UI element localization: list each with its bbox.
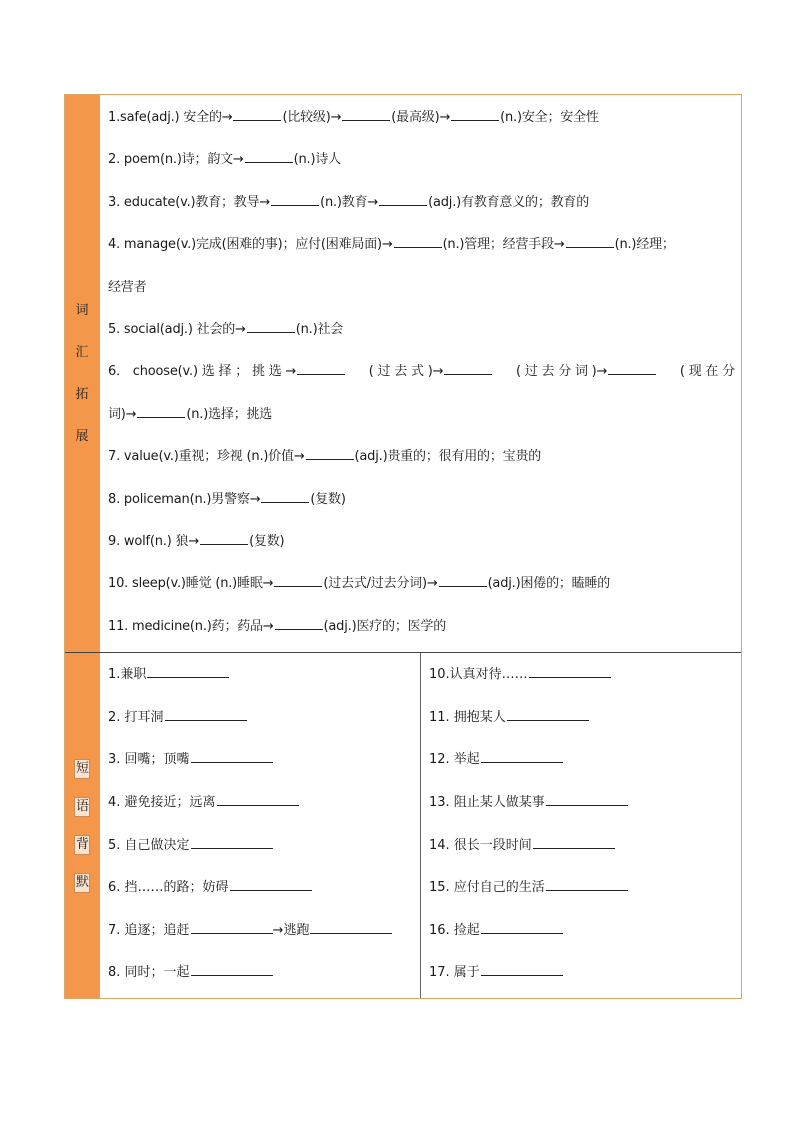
vocab-line: [108, 224, 735, 266]
phrase-item: [429, 654, 735, 697]
text-segment: ( 现 在 分: [679, 364, 735, 380]
phrase-label: [65, 653, 100, 998]
text-segment: →逃跑: [272, 922, 310, 938]
answer-blank[interactable]: [247, 321, 295, 333]
vocab-label: [65, 95, 100, 652]
answer-blank[interactable]: [529, 666, 611, 678]
answer-blank[interactable]: [191, 964, 273, 976]
phrase-item: [108, 952, 414, 995]
vocab-list: [100, 95, 741, 652]
text-segment: 词)→: [108, 406, 137, 422]
text-segment: 5. 自己做决定: [108, 837, 190, 853]
answer-blank[interactable]: [191, 837, 273, 849]
vocab-group: [108, 351, 346, 393]
answer-blank[interactable]: [275, 618, 323, 630]
answer-blank[interactable]: [306, 448, 354, 460]
vocab-label-char: 词: [75, 302, 89, 318]
text-segment: (复数): [249, 534, 285, 550]
phrase-item: [108, 739, 414, 782]
text-segment: (n.)教育→: [320, 194, 379, 210]
answer-blank[interactable]: [394, 236, 442, 248]
answer-blank[interactable]: [481, 751, 563, 763]
text-segment: 11. 拥抱某人: [429, 709, 506, 725]
vocab-line: [108, 182, 735, 224]
text-segment: 7. value(v.)重视；珍视 (n.)价值→: [108, 449, 305, 465]
answer-blank[interactable]: [165, 709, 247, 721]
answer-blank[interactable]: [546, 794, 628, 806]
vocab-label-char: 展: [75, 428, 89, 444]
vocab-line: [108, 309, 735, 351]
text-segment: 17. 属于: [429, 965, 480, 981]
phrase-section: [65, 652, 741, 998]
phrase-item: [108, 910, 414, 953]
phrase-column-right: [420, 653, 741, 998]
text-segment: 经营者: [108, 279, 147, 295]
text-segment: 5. social(adj.) 社会的→: [108, 322, 246, 338]
phrase-item: [108, 697, 414, 740]
answer-blank[interactable]: [507, 709, 589, 721]
text-segment: 7. 追逐；追赶: [108, 922, 190, 938]
text-segment: 8. 同时；一起: [108, 965, 190, 981]
vocab-label-char: 拓: [75, 386, 89, 402]
answer-blank[interactable]: [261, 491, 309, 503]
text-segment: 15. 应付自己的生活: [429, 880, 545, 896]
text-segment: 10. sleep(v.)睡觉 (n.)睡眠→: [108, 576, 274, 592]
text-segment: 3. 回嘴；顶嘴: [108, 752, 190, 768]
answer-blank[interactable]: [147, 666, 229, 678]
text-segment: ( 过 去 式 )→: [368, 364, 444, 380]
phrase-item: [108, 867, 414, 910]
phrase-item: [429, 697, 735, 740]
phrase-label-char: 短: [74, 759, 90, 779]
text-segment: (adj.)困倦的；瞌睡的: [487, 576, 611, 592]
vocab-label-char: 汇: [75, 344, 89, 360]
text-segment: 8. policeman(n.)男警察→: [108, 491, 261, 507]
phrase-label-char: 背: [74, 835, 90, 855]
text-segment: (最高级)→: [391, 110, 451, 125]
vocab-line: [108, 351, 735, 393]
vocab-section: [65, 95, 741, 652]
text-segment: 16. 捡起: [429, 922, 480, 938]
answer-blank[interactable]: [230, 879, 312, 891]
text-segment: (adj.)贵重的；很有用的；宝贵的: [354, 449, 542, 465]
answer-blank[interactable]: [379, 194, 427, 206]
answer-blank[interactable]: [481, 964, 563, 976]
answer-blank[interactable]: [217, 794, 299, 806]
answer-blank[interactable]: [342, 109, 390, 121]
answer-blank[interactable]: [439, 575, 487, 587]
phrase-item: [429, 910, 735, 953]
text-segment: 6． choose(v.) 选 择 ； 挑 选 →: [108, 364, 297, 380]
answer-blank[interactable]: [566, 236, 614, 248]
phrase-label-char: 语: [74, 797, 90, 817]
text-segment: 6. 挡……的路；妨碍: [108, 880, 229, 896]
text-segment: 11. medicine(n.)药；药品→: [108, 618, 274, 634]
text-segment: ( 过 去 分 词 )→: [515, 364, 608, 380]
text-segment: (n.)安全；安全性: [500, 110, 599, 125]
text-segment: (adj.)医疗的；医学的: [323, 618, 447, 634]
answer-blank[interactable]: [137, 406, 185, 418]
answer-blank[interactable]: [271, 194, 319, 206]
vocab-group: [516, 351, 657, 393]
text-segment: (复数): [310, 491, 346, 507]
answer-blank[interactable]: [297, 363, 345, 375]
answer-blank[interactable]: [451, 109, 499, 121]
vocab-line: [108, 563, 735, 605]
vocab-group: [369, 351, 494, 393]
text-segment: (n.)诗人: [293, 152, 341, 168]
text-segment: 13. 阻止某人做某事: [429, 795, 545, 811]
answer-blank[interactable]: [481, 922, 563, 934]
text-segment: 3. educate(v.)教育；教导→: [108, 194, 271, 210]
text-segment: 4. 避免接近；远离: [108, 795, 216, 811]
vocab-line: [108, 97, 735, 139]
answer-blank[interactable]: [533, 837, 615, 849]
vocab-line: [108, 521, 735, 563]
text-segment: 2. poem(n.)诗；韵文→: [108, 152, 244, 168]
answer-blank[interactable]: [233, 109, 281, 121]
vocab-line: [108, 479, 735, 521]
worksheet-table: [64, 94, 742, 999]
phrase-columns: [100, 653, 741, 998]
text-segment: 1.safe(adj.) 安全的→: [108, 110, 233, 125]
answer-blank[interactable]: [546, 879, 628, 891]
text-segment: (n.)社会: [295, 322, 344, 338]
phrase-item: [429, 825, 735, 868]
phrase-item: [429, 739, 735, 782]
text-segment: 2. 打耳洞: [108, 709, 164, 725]
phrase-item: [108, 825, 414, 868]
answer-blank[interactable]: [191, 922, 273, 934]
vocab-line: [108, 436, 735, 478]
phrase-label-char: 默: [74, 873, 90, 893]
text-segment: 1.兼职: [108, 667, 147, 683]
vocab-line: [108, 394, 735, 436]
text-segment: (n.)经理；: [614, 237, 675, 253]
text-segment: 12. 举起: [429, 752, 480, 768]
text-segment: (adj.)有教育意义的；教育的: [428, 194, 590, 210]
text-segment: (n.)选择；挑选: [186, 406, 273, 422]
vocab-line: [108, 606, 735, 648]
text-segment: 4. manage(v.)完成(困难的事)；应付(困难局面)→: [108, 237, 393, 253]
vocab-line: [108, 267, 735, 309]
answer-blank[interactable]: [245, 151, 293, 163]
answer-blank[interactable]: [444, 363, 492, 375]
text-segment: (比较级)→: [282, 110, 342, 125]
phrase-column-left: [100, 653, 420, 998]
vocab-group: [680, 351, 735, 393]
answer-blank[interactable]: [200, 533, 248, 545]
phrase-item: [108, 654, 414, 697]
text-segment: 9. wolf(n.) 狼→: [108, 534, 200, 550]
phrase-item: [429, 867, 735, 910]
answer-blank[interactable]: [310, 922, 392, 934]
answer-blank[interactable]: [191, 751, 273, 763]
text-segment: (n.)管理；经营手段→: [442, 237, 565, 253]
phrase-item: [108, 782, 414, 825]
phrase-item: [429, 952, 735, 995]
text-segment: 14. 很长一段时间: [429, 837, 532, 853]
text-segment: 10.认真对待……: [429, 667, 528, 683]
text-segment: (过去式/过去分词)→: [323, 576, 438, 592]
answer-blank[interactable]: [608, 363, 656, 375]
phrase-item: [429, 782, 735, 825]
answer-blank[interactable]: [274, 575, 322, 587]
vocab-line: [108, 139, 735, 181]
